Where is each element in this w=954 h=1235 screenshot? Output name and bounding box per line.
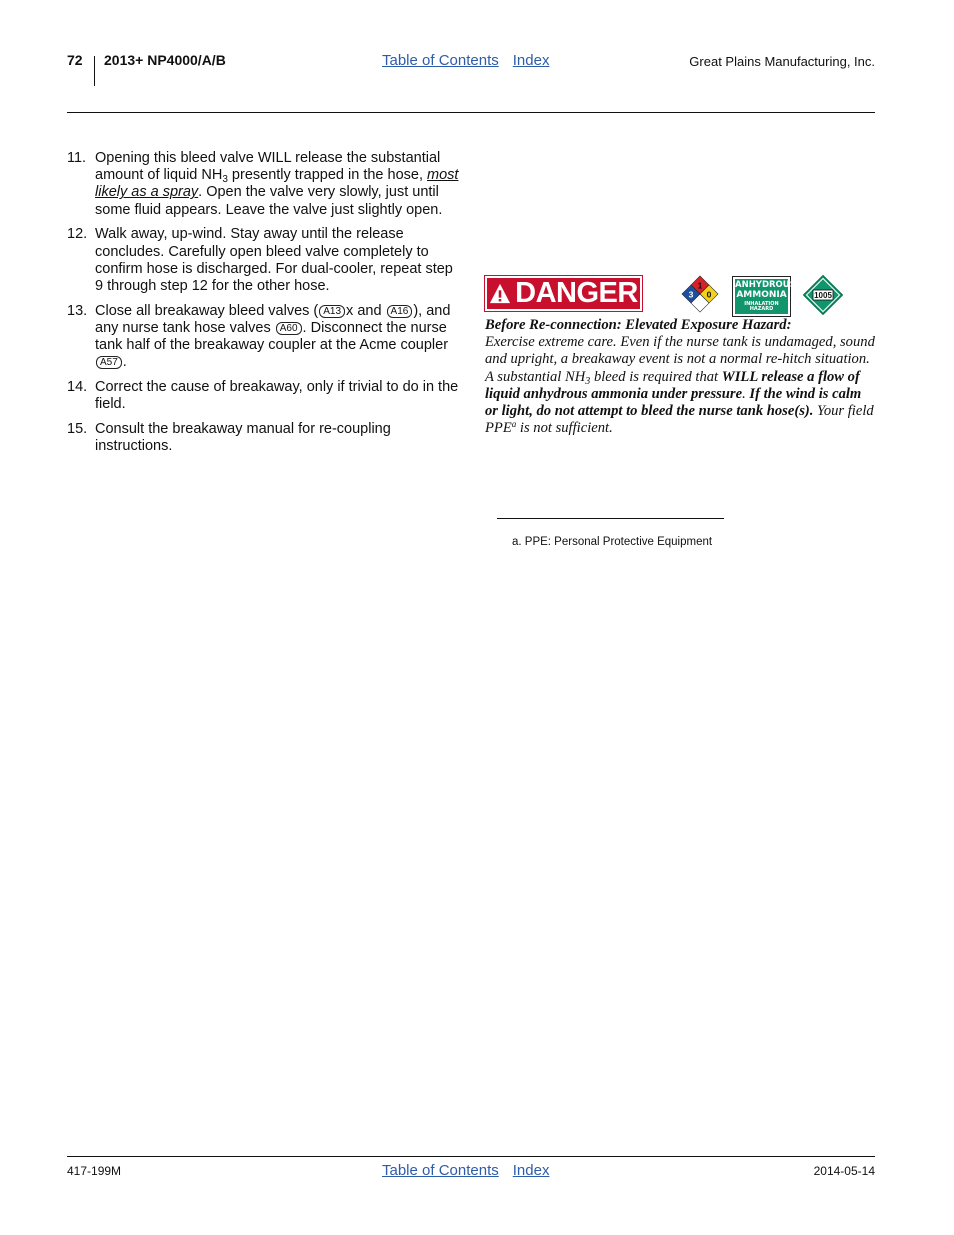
step-text: Consult the breakaway manual for re-coupling instructions. bbox=[95, 420, 391, 455]
danger-text: bleed is required that bbox=[590, 368, 722, 385]
step-text: ), and any nurse tank hose valves bbox=[95, 302, 451, 336]
header-nav bbox=[382, 52, 549, 69]
header-divider bbox=[94, 56, 95, 86]
procedure-steps bbox=[67, 150, 459, 463]
step-14 bbox=[67, 379, 459, 413]
step-13 bbox=[67, 303, 459, 372]
signal-word: DANGER bbox=[515, 277, 638, 309]
danger-text: is not sufficient. bbox=[516, 420, 613, 437]
footer-toc-link[interactable]: Table of Contents bbox=[382, 1162, 499, 1179]
anhydrous-ammonia-placard bbox=[732, 276, 796, 317]
placard-line-1: ANHYDROUS bbox=[735, 280, 796, 290]
footnote-rule bbox=[497, 518, 724, 519]
danger-bold-text: WILL release a flow of liquid anhydrous ammonia under pressure bbox=[485, 368, 860, 402]
header-rule bbox=[67, 112, 875, 113]
danger-text: Your field PPE bbox=[485, 403, 874, 437]
un-placard-icon bbox=[803, 275, 843, 315]
step-number: 12. bbox=[67, 226, 88, 243]
subscript: 3 bbox=[585, 375, 591, 387]
step-text: Correct the cause of breakaway, only if trivial to do in the field. bbox=[95, 378, 459, 413]
step-text: . Disconnect the nurse tank half of the breakaway coupler at the Acme coupler bbox=[95, 319, 449, 354]
danger-banner bbox=[485, 276, 642, 311]
footer-rule bbox=[67, 1156, 875, 1157]
danger-text: . bbox=[742, 385, 750, 402]
revision-date: 2014-05-14 bbox=[813, 1164, 875, 1178]
footer-index-link[interactable]: Index bbox=[512, 1162, 550, 1179]
step-text: Opening this bleed valve WILL release the substantial amount of liquid NH bbox=[95, 150, 441, 184]
nfpa-flammability: 1 bbox=[697, 280, 703, 291]
nfpa-diamond-icon bbox=[681, 275, 719, 313]
step-text: Close all breakaway bleed valves ( bbox=[95, 302, 319, 319]
emphasis-text: most likely as a spray bbox=[95, 167, 459, 201]
step-12 bbox=[67, 226, 459, 295]
company-name: Great Plains Manufacturing, Inc. bbox=[689, 54, 875, 69]
step-15 bbox=[67, 421, 459, 455]
step-text: x and bbox=[346, 302, 386, 319]
footnote: a. PPE: Personal Protective Equipment bbox=[512, 536, 713, 548]
footer-nav bbox=[382, 1162, 549, 1179]
un-number: 1005 bbox=[814, 291, 832, 300]
danger-text: Exercise extreme care. Even if the nurse tank is undamaged, sound and upright, a breakaway event is not a normal re-hitch situation. A substantial NH bbox=[485, 334, 875, 385]
callout-a60: A60 bbox=[276, 322, 302, 335]
footnote-marker: a bbox=[511, 419, 517, 430]
placard-line-2: AMMONIA bbox=[736, 289, 787, 300]
danger-message bbox=[485, 317, 877, 437]
warning-triangle-icon bbox=[489, 283, 511, 305]
step-number: 15. bbox=[67, 420, 88, 437]
danger-symbols bbox=[485, 275, 865, 319]
step-text: presently trapped in the hose, bbox=[227, 167, 428, 184]
step-number: 14. bbox=[67, 378, 88, 395]
placard-line-3: INHALATION HAZARD bbox=[744, 300, 779, 312]
danger-bold-text: If the wind is calm or light, do not attempt to bleed the nurse tank hose(s). bbox=[485, 385, 862, 420]
subscript: 3 bbox=[222, 174, 228, 186]
nfpa-health: 3 bbox=[688, 289, 694, 300]
nfpa-reactivity: 0 bbox=[706, 289, 712, 300]
step-number: 11. bbox=[67, 150, 87, 166]
step-text: Walk away, up-wind. Stay away until the release concludes. Carefully open bleed valve completely to confirm hose is discharged. For dual-cooler, repeat step 9 through step 12 for the other hose. bbox=[95, 226, 453, 294]
document-number: 417-199M bbox=[67, 1164, 122, 1178]
header-toc-link[interactable]: Table of Contents bbox=[382, 52, 499, 69]
callout-a16: A16 bbox=[387, 305, 413, 318]
model-title: 2013+ NP4000/A/B bbox=[104, 52, 226, 68]
placard-body bbox=[735, 279, 796, 314]
page-number: 72 bbox=[67, 52, 83, 68]
callout-a57: A57 bbox=[96, 356, 122, 369]
step-text: . bbox=[122, 354, 127, 371]
header-index-link[interactable]: Index bbox=[512, 52, 550, 69]
step-11 bbox=[67, 150, 459, 219]
callout-a13: A13 bbox=[319, 305, 345, 318]
step-text: . Open the valve very slowly, just until some fluid appears. Leave the valve just slightly open. bbox=[95, 184, 443, 218]
danger-heading: Before Re-connection: Elevated Exposure Hazard: bbox=[485, 317, 792, 333]
step-number: 13. bbox=[67, 302, 88, 319]
